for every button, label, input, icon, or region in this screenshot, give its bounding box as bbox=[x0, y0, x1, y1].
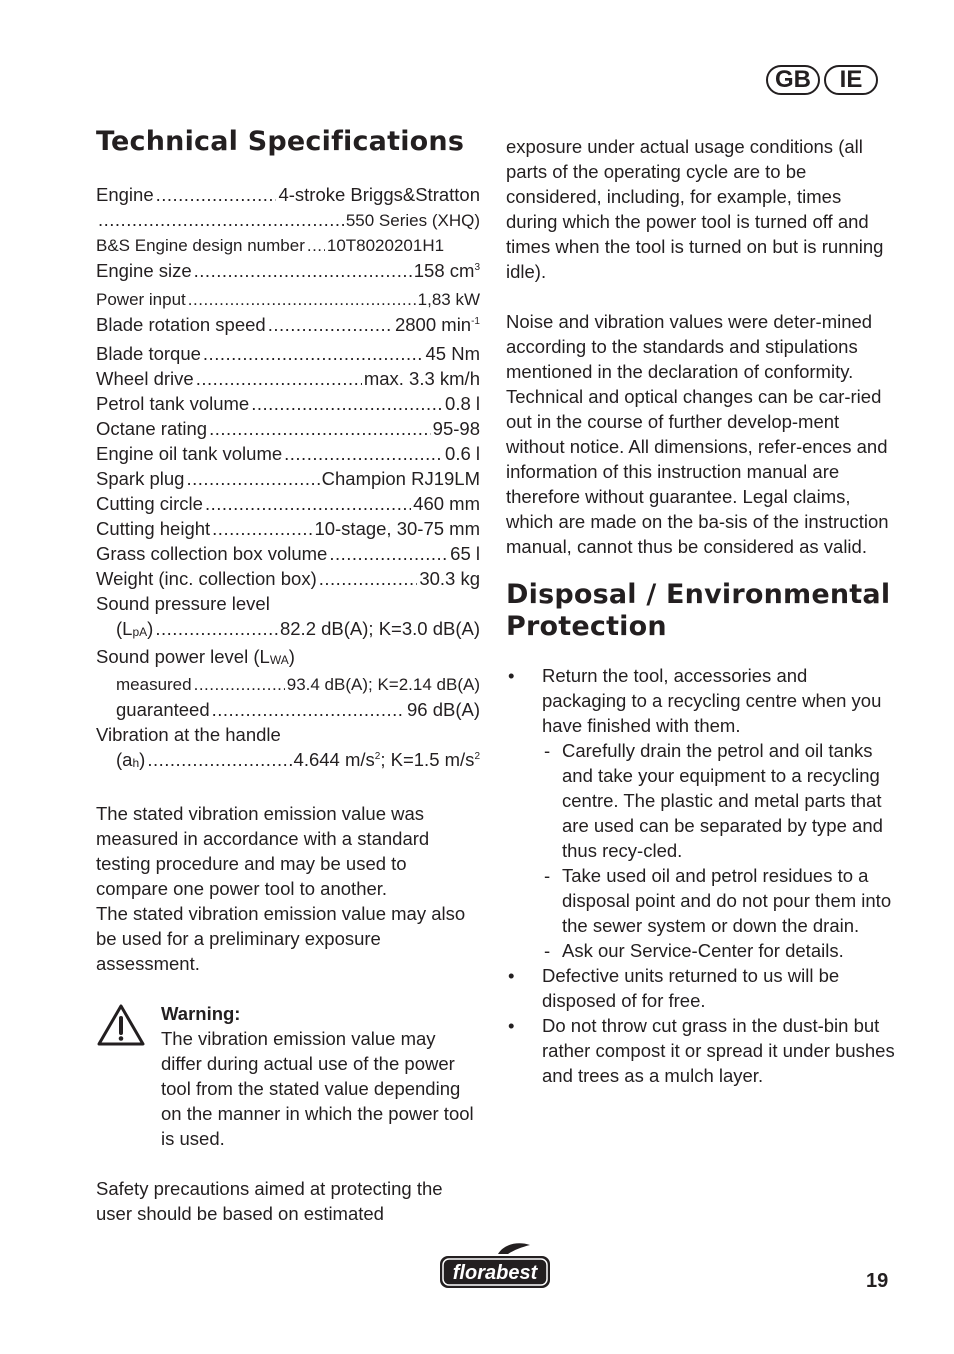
spec-row-sound-pressure bbox=[96, 616, 480, 644]
spec-label-vibration: Vibration at the handle bbox=[96, 724, 281, 746]
leader-dots bbox=[196, 366, 362, 391]
leader-dots bbox=[155, 616, 278, 641]
spec-row-engine-series bbox=[96, 207, 480, 233]
noise-paragraph: Noise and vibration values were deter-mined according to the standards and stipulations mentioned in the declaration of conformity. bbox=[506, 311, 873, 382]
leader-dots bbox=[307, 233, 325, 258]
spec-value: 10-stage, 30-75 mm bbox=[314, 518, 480, 540]
vibration-paragraph-1: The stated vibration emission value was measured in accordance with a standard testing procedure and may be used to compare one power tool to another. bbox=[96, 803, 430, 900]
spec-value: 0.8 l bbox=[445, 393, 480, 415]
spec-label: Cutting height bbox=[96, 518, 211, 540]
disposal-list bbox=[506, 663, 896, 1088]
spec-row-guaranteed bbox=[96, 697, 480, 722]
spec-label: Petrol tank volume bbox=[96, 393, 250, 415]
spec-value: 550 Series (XHQ) bbox=[345, 211, 480, 231]
spec-value: 45 Nm bbox=[425, 343, 480, 365]
spec-label: Weight (inc. collection box) bbox=[96, 568, 317, 590]
list-item-text: Return the tool, accessories and packaging to a recycling centre when you have finished with them. bbox=[542, 665, 882, 736]
spec-row-measured bbox=[96, 672, 480, 697]
florabest-logo bbox=[438, 1242, 552, 1290]
warning-block bbox=[96, 1001, 480, 1151]
leader-dots bbox=[205, 491, 411, 516]
spec-row-blade-torque bbox=[96, 341, 480, 366]
spec-label: Blade rotation speed bbox=[96, 314, 266, 336]
right-column bbox=[506, 134, 896, 1088]
spec-row-design-number bbox=[96, 233, 480, 258]
spec-label: measured bbox=[116, 675, 192, 695]
spec-value: 1,83 kW bbox=[417, 290, 480, 310]
spec-value: 4-stroke Briggs&Stratton bbox=[278, 184, 480, 206]
safety-paragraph: Safety precautions aimed at protecting the user should be based on estimated bbox=[96, 1178, 443, 1225]
spec-row-weight bbox=[96, 566, 480, 591]
spec-label: Octane rating bbox=[96, 418, 208, 440]
list-item-text: Do not throw cut grass in the dust-bin but rather compost it or spread it under bushes and trees as a mulch layer. bbox=[542, 1015, 895, 1086]
sub-list-item-text: Carefully drain the petrol and oil tanks and take your equipment to a recycling centre. The plastic and metal parts that are used can be separated by type and thus recy-cled. bbox=[562, 740, 883, 861]
spec-row-wheel-drive bbox=[96, 366, 480, 391]
spec-value: 0.6 l bbox=[445, 443, 480, 465]
spec-label: Blade torque bbox=[96, 343, 201, 365]
leader-dots bbox=[188, 287, 416, 312]
leader-dots bbox=[212, 697, 405, 722]
spec-value: 4.644 $m/s^2$; K=1.5 $m/s^2$ bbox=[293, 749, 480, 771]
bullet-mark: • bbox=[508, 665, 515, 686]
spec-symbol: $(a_h)$ bbox=[116, 749, 146, 771]
sub-list-item bbox=[542, 738, 896, 863]
spec-label: guaranteed bbox=[116, 699, 210, 721]
spec-row-collection-box bbox=[96, 541, 480, 566]
language-badges bbox=[766, 65, 878, 95]
spec-label: Engine oil tank volume bbox=[96, 443, 283, 465]
spec-value: max. 3.3 km/h bbox=[363, 368, 480, 390]
language-badge-ie: IE bbox=[824, 65, 878, 95]
leader-dots bbox=[194, 672, 285, 697]
spec-label: Grass collection box volume bbox=[96, 543, 328, 565]
disposal-heading: Disposal / Environmental Protection bbox=[506, 579, 891, 642]
leader-dots bbox=[203, 341, 424, 366]
spec-value: 82.2 dB(A); K=3.0 dB(A) bbox=[279, 618, 480, 640]
spec-row-cutting-height bbox=[96, 516, 480, 541]
spec-row-power-input bbox=[96, 287, 480, 312]
warning-title: Warning: bbox=[161, 1003, 241, 1025]
spec-row-spark-plug bbox=[96, 466, 480, 491]
changes-paragraph: Technical and optical changes can be car-ried out in the course of further develop-ment without notice. All dimensions, refer-ences and information of this instruction manual are therefore without guarantee. Legal claims, which are made on the ba-sis of the instruction manual, cannot thus be considered as valid. bbox=[506, 386, 889, 557]
sub-list-item bbox=[542, 938, 896, 963]
spec-label: Engine bbox=[96, 184, 154, 206]
technical-specifications-heading: Technical Specifications bbox=[96, 126, 465, 157]
language-badge-gb: GB bbox=[766, 65, 820, 95]
spec-value: 158 $cm^3$ bbox=[413, 260, 480, 282]
leader-dots bbox=[147, 747, 291, 772]
leader-dots bbox=[186, 466, 319, 491]
spec-label: Spark plug bbox=[96, 468, 185, 490]
spec-list bbox=[96, 182, 480, 776]
spec-label: Engine size bbox=[96, 260, 192, 282]
leader-dots bbox=[98, 207, 344, 232]
warning-triangle-icon bbox=[96, 1003, 146, 1047]
spec-row-blade-speed bbox=[96, 312, 480, 341]
spec-value: 65 l bbox=[450, 543, 480, 565]
leader-dots bbox=[212, 516, 312, 541]
leader-dots bbox=[284, 441, 443, 466]
spec-row-vibration bbox=[96, 747, 480, 776]
bullet-mark: • bbox=[508, 965, 515, 986]
list-item-text: Defective units returned to us will be disposed of for free. bbox=[542, 965, 840, 1011]
spec-value: 95-98 bbox=[432, 418, 480, 440]
dash-mark: - bbox=[544, 865, 551, 886]
spec-value: 2800 $\min^{-1}$ bbox=[394, 314, 480, 336]
sub-list-item-text: Take used oil and petrol residues to a disposal point and do not pour them into the sewer system or down the drain. bbox=[562, 865, 892, 936]
spec-symbol: $(L_{pA})$ bbox=[116, 618, 154, 640]
leader-dots bbox=[268, 312, 393, 337]
spec-label: Cutting circle bbox=[96, 493, 203, 515]
spec-label-sound-power: Sound power level $(L_{WA})$ bbox=[96, 646, 295, 668]
leader-dots bbox=[194, 258, 412, 283]
exposure-paragraph: exposure under actual usage conditions (all parts of the operating cycle are to be considered, including, for example, times during which the power tool is turned off and times when the tool is turned on but is running idle). bbox=[506, 136, 884, 282]
spec-row-oil-tank bbox=[96, 441, 480, 466]
leader-dots bbox=[319, 566, 418, 591]
dash-mark: - bbox=[544, 740, 551, 761]
sub-list-item bbox=[542, 863, 896, 938]
dash-mark: - bbox=[544, 940, 551, 961]
bullet-mark: • bbox=[508, 1015, 515, 1036]
spec-value: Champion RJ19LM bbox=[321, 468, 480, 490]
spec-value: 30.3 kg bbox=[419, 568, 480, 590]
sub-list bbox=[542, 738, 896, 963]
spec-label: B&S Engine design number bbox=[96, 236, 305, 256]
warning-text: The vibration emission value may differ during actual use of the power tool from the stated value depending on the manner in which the power tool is used. bbox=[161, 1028, 474, 1150]
list-item bbox=[506, 1013, 896, 1088]
left-column bbox=[96, 126, 480, 1226]
leader-dots bbox=[251, 391, 443, 416]
svg-text:florabest: florabest bbox=[452, 1262, 538, 1284]
spec-row-petrol-tank bbox=[96, 391, 480, 416]
spec-row-engine-size bbox=[96, 258, 480, 287]
vibration-paragraph-2: The stated vibration emission value may also be used for a preliminary exposure assessment. bbox=[96, 903, 466, 975]
sub-list-item-text: Ask our Service-Center for details. bbox=[562, 940, 844, 961]
spec-value: 96 dB(A) bbox=[406, 699, 480, 721]
page-number: 19 bbox=[866, 1270, 889, 1292]
list-item bbox=[506, 963, 896, 1013]
spec-value: 460 mm bbox=[413, 493, 480, 515]
spec-label: Power input bbox=[96, 290, 186, 310]
leader-dots bbox=[329, 541, 448, 566]
spec-row-engine bbox=[96, 182, 480, 207]
list-item bbox=[506, 663, 896, 963]
spec-value: 93.4 dB(A); K=2.14 dB(A) bbox=[286, 675, 480, 695]
spec-row-octane bbox=[96, 416, 480, 441]
spec-value: 10T8020201H1 bbox=[326, 236, 445, 256]
spec-label-sound-pressure: Sound pressure level bbox=[96, 593, 270, 615]
leader-dots bbox=[209, 416, 431, 441]
spec-label: Wheel drive bbox=[96, 368, 194, 390]
spec-row-cutting-circle bbox=[96, 491, 480, 516]
leader-dots bbox=[156, 182, 277, 207]
